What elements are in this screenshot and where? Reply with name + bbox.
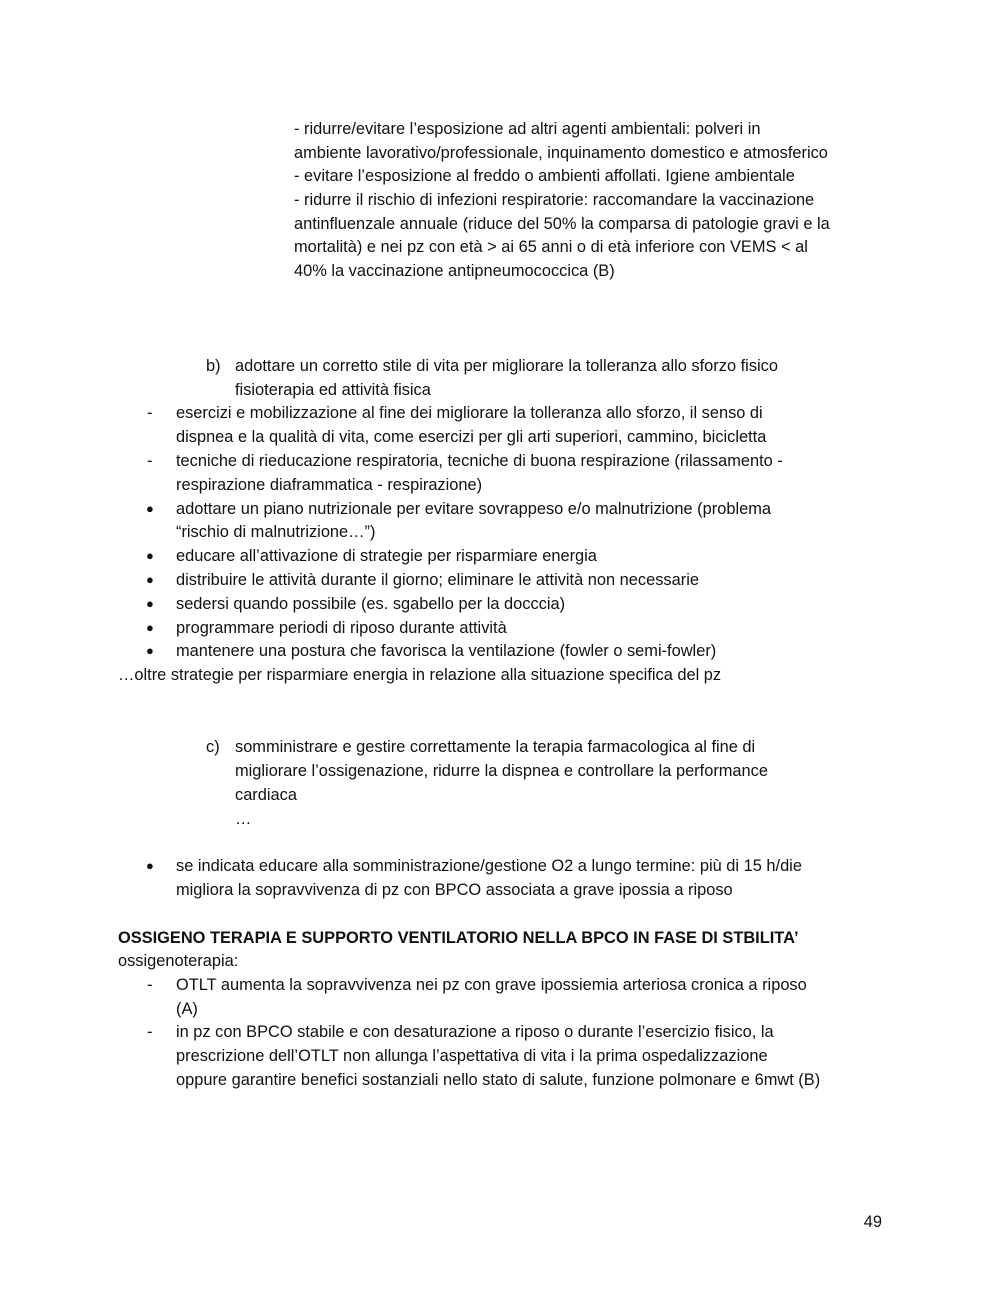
list-marker-b: b): [206, 357, 221, 375]
page-number: 49: [863, 1213, 882, 1231]
list-item-line: programmare periodi di riposo durante attività: [176, 619, 507, 637]
section-heading: OSSIGENO TERAPIA E SUPPORTO VENTILATORIO NELLA BPCO IN FASE DI STBILITA’: [118, 929, 799, 947]
dash-marker: -: [147, 976, 153, 994]
bullet-marker: ●: [146, 572, 154, 587]
section-c-line: somministrare e gestire correttamente la terapia farmacologica al fine di: [235, 738, 756, 756]
intro-line: antinfluenzale annuale (riduce del 50% la comparsa di patologie gravi e la: [294, 215, 830, 233]
list-item-line: respirazione diaframmatica - respirazione): [176, 476, 483, 494]
bullet-marker: ●: [146, 620, 154, 635]
dash-marker: -: [147, 452, 153, 470]
intro-line: - ridurre il rischio di infezioni respiratorie: raccomandare la vaccinazione: [294, 191, 815, 209]
list-item-line: in pz con BPCO stabile e con desaturazione a riposo o durante l’esercizio fisico, la: [176, 1023, 774, 1041]
dash-marker: -: [147, 404, 153, 422]
list-item-line: distribuire le attività durante il giorno; eliminare le attività non necessarie: [176, 571, 699, 589]
section-c-line: …: [235, 810, 252, 828]
other-strategies-text: …oltre strategie per risparmiare energia in relazione alla situazione specifica del pz: [118, 666, 722, 684]
bullet-marker: ●: [146, 548, 154, 563]
list-item-line: (A): [176, 1000, 198, 1018]
list-item-line: prescrizione dell’OTLT non allunga l’aspettativa di vita i la prima ospedalizzazione: [176, 1047, 768, 1065]
list-item-line: adottare un piano nutrizionale per evitare sovrappeso e/o malnutrizione (problema: [176, 500, 771, 518]
list-item-line: OTLT aumenta la sopravvivenza nei pz con grave ipossiemia arteriosa cronica a riposo: [176, 976, 807, 994]
list-item-line: se indicata educare alla somministrazione/gestione O2 a lungo termine: più di 15 h/die: [176, 857, 802, 875]
dash-marker: -: [147, 1023, 153, 1041]
list-marker-c: c): [206, 738, 220, 756]
list-item-line: migliora la sopravvivenza di pz con BPCO associata a grave ipossia a riposo: [176, 881, 733, 899]
bullet-marker: ●: [146, 501, 154, 516]
intro-line: 40% la vaccinazione antipneumococcica (B): [294, 262, 615, 280]
list-item-line: dispnea e la qualità di vita, come esercizi per gli arti superiori, cammino, bicicletta: [176, 428, 767, 446]
section-c-line: cardiaca: [235, 786, 297, 804]
section-b-line: adottare un corretto stile di vita per migliorare la tolleranza allo sforzo fisico: [235, 357, 778, 375]
intro-line: - evitare l’esposizione al freddo o ambienti affollati. Igiene ambientale: [294, 167, 795, 185]
section-c-line: migliorare l’ossigenazione, ridurre la dispnea e controllare la performance: [235, 762, 768, 780]
bullet-marker: ●: [146, 858, 154, 873]
intro-line: ambiente lavorativo/professionale, inquinamento domestico e atmosferico: [294, 144, 828, 162]
subheading: ossigenoterapia:: [118, 952, 239, 970]
list-item-line: “rischio di malnutrizione…”): [176, 523, 376, 541]
bullet-marker: ●: [146, 643, 154, 658]
list-item-line: tecniche di rieducazione respiratoria, tecniche di buona respirazione (rilassamento -: [176, 452, 783, 470]
section-b-line: fisioterapia ed attività fisica: [235, 381, 431, 399]
intro-line: mortalità) e nei pz con età > ai 65 anni o di età inferiore con VEMS < al: [294, 238, 808, 256]
list-item-line: sedersi quando possibile (es. sgabello per la docccia): [176, 595, 566, 613]
bullet-marker: ●: [146, 596, 154, 611]
list-item-line: educare all’attivazione di strategie per risparmiare energia: [176, 547, 597, 565]
intro-line: - ridurre/evitare l’esposizione ad altri agenti ambientali: polveri in: [294, 120, 761, 138]
list-item-line: esercizi e mobilizzazione al fine dei migliorare la tolleranza allo sforzo, il senso di: [176, 404, 763, 422]
list-item-line: oppure garantire benefici sostanziali nello stato di salute, funzione polmonare e 6mwt (B): [176, 1071, 821, 1089]
list-item-line: mantenere una postura che favorisca la ventilazione (fowler o semi-fowler): [176, 642, 717, 660]
